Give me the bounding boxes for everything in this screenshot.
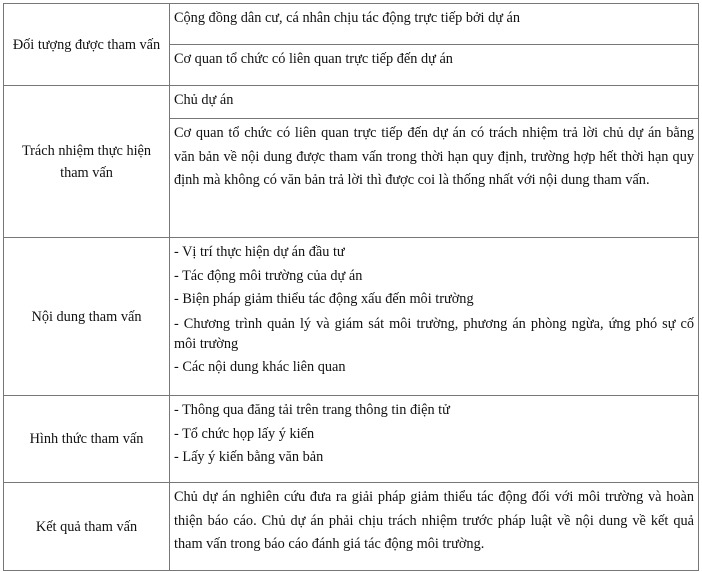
list-item: - Lấy ý kiến bằng văn bản — [174, 449, 324, 466]
cell-paragraph: Cơ quan tổ chức có liên quan trực tiếp đến dự án có trách nhiệm trả lời chủ dự án bằng văn bản về nội dung được tham vấn trong thời hạn quy định, trường hợp hết thời hạn quy định mà không có văn bản trả lời thì được coi là thống nhất với nội dung tham vấn. — [170, 118, 698, 196]
row-label: Trách nhiệm thực hiện tham vấn — [4, 86, 170, 238]
row-content-items — [4, 238, 699, 396]
row-label: Hình thức tham vấn — [4, 396, 170, 483]
consultation-table — [3, 3, 699, 571]
cell-line: Chủ dự án — [174, 92, 234, 108]
cell-list — [170, 396, 698, 473]
row-consulted-parties — [4, 4, 699, 86]
row-content — [170, 86, 699, 238]
cell-line: Cộng đồng dân cư, cá nhân chịu tác động trực tiếp bởi dự án — [174, 10, 521, 26]
row-content — [170, 238, 699, 396]
cell-line: Cơ quan tổ chức có liên quan trực tiếp đến dự án — [170, 44, 698, 85]
row-results — [4, 483, 699, 571]
list-item: - Tổ chức họp lấy ý kiến — [174, 425, 315, 442]
list-item: - Các nội dung khác liên quan — [174, 358, 346, 375]
row-responsibility — [4, 86, 699, 238]
list-item: - Vị trí thực hiện dự án đầu tư — [174, 244, 345, 260]
list-item: - Chương trình quản lý và giám sát môi trường, phương án phòng ngừa, ứng phó sự cố môi trường — [174, 315, 694, 352]
list-item: - Tác động môi trường của dự án — [174, 267, 363, 284]
cell-list — [170, 238, 698, 382]
cell-paragraph: Chủ dự án nghiên cứu đưa ra giải pháp giảm thiểu tác động đối với môi trường và hoàn thiện báo cáo. Chủ dự án phải chịu trách nhiệm trước pháp luật về nội dung về kết quả tham vấn trong báo cáo đánh giá tác động môi trường. — [174, 489, 694, 553]
list-item: - Biện pháp giảm thiểu tác động xấu đến môi trường — [174, 291, 474, 308]
row-content — [170, 483, 699, 571]
list-item: - Thông qua đăng tải trên trang thông tin điện tử — [174, 402, 450, 418]
row-content — [170, 4, 699, 86]
row-label: Kết quả tham vấn — [4, 483, 170, 571]
row-content — [170, 396, 699, 483]
row-label: Nội dung tham vấn — [4, 238, 170, 396]
row-methods — [4, 396, 699, 483]
row-label: Đối tượng được tham vấn — [4, 4, 170, 86]
